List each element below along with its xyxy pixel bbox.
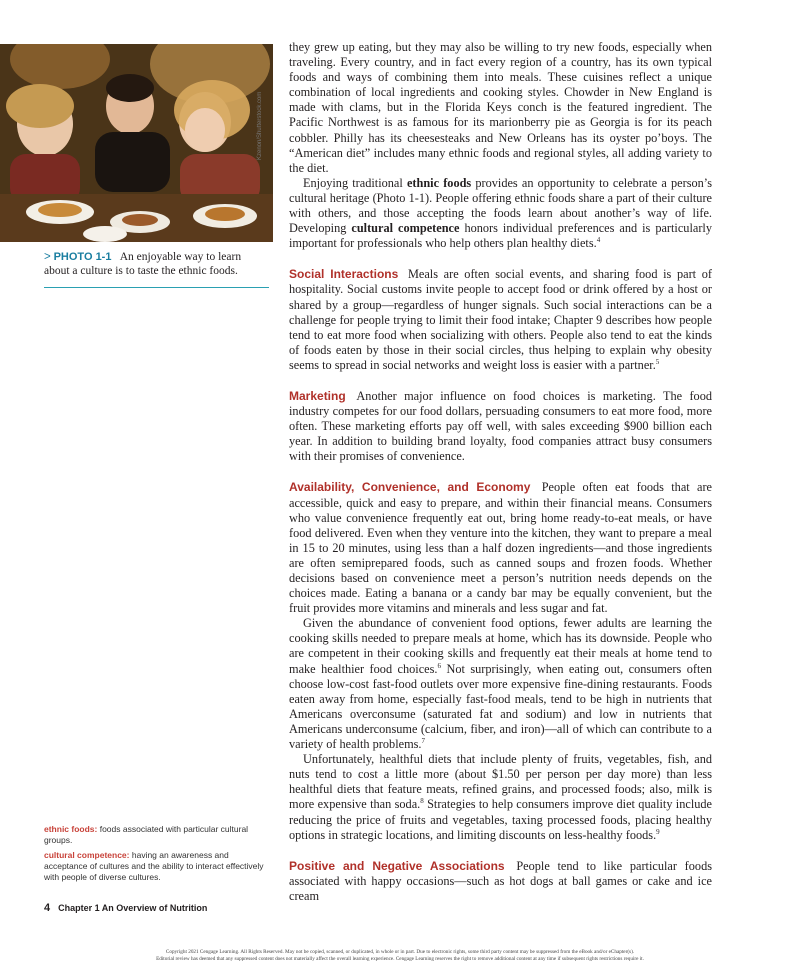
- reference-number: 8: [420, 797, 424, 806]
- paragraph: they grew up eating, but they may also be willing to try new foods, especially when traveling. Every country, and in fact every region of a country, has its own typical foods and ways of combining them into meals. These cuisines reflect a unique combination of local ingredients and cooking styles. Chowder in New England is made with clams, but in the Florida Keys conch is the featured ingredient. The Pacific Northwest is as famous for its marionberry pie as Georgia is for its peach cobbler. Philly has its cheesesteaks and New Orleans has its oyster po’boys. The “American diet” includes many ethnic foods and regional styles, all adding variety to the diet.: [289, 40, 712, 175]
- glossary-term: cultural competence:: [44, 850, 130, 860]
- photo-illustration: [0, 44, 273, 242]
- glossary-definition: foods associated with particular cultural groups.: [44, 824, 249, 845]
- section-heading: Marketing: [289, 388, 346, 403]
- glossary-term-ethnic-foods: ethnic foods: [406, 175, 472, 190]
- reference-number: 5: [655, 357, 660, 366]
- glossary-term-cultural-competence: cultural competence: [351, 221, 460, 236]
- glossary-term: ethnic foods:: [44, 824, 98, 834]
- paragraph: Enjoying traditional ethnic foods provides an opportunity to celebrate a person’s cultural heritage (Photo 1-1). People offering ethnic foods share a part of their culture with others, and those accepting the foods learn about another’s way of life. Developing cultural competence honors individual preferences and is particularly important for professionals who help others plan healthy diets.$^4$: [289, 175, 712, 251]
- reference-number: 4: [596, 236, 601, 245]
- glossary-entry: [44, 850, 269, 883]
- reference-number: 6: [437, 661, 441, 670]
- paragraph: Unfortunately, healthful diets that include plenty of fruits, vegetables, fish, and nuts tend to cost a little more (about $1.50 per person per day more) than less healthful diets that feature meats, refined grains, and processed foods; also, milk is more expensive than soda.$^8$ Strategies to help consumers improve diet quality include reducing the price of fruits and vegetables, taxing processed foods, placing healthy options in strategic locations, and limiting discounts on less-healthy foods.$^9$: [289, 752, 712, 842]
- chapter-label: Chapter 1 An Overview of Nutrition: [58, 903, 208, 913]
- caption-tag: PHOTO 1-1: [53, 251, 112, 263]
- page-footer: [44, 902, 207, 914]
- section-marketing: Marketing Another major influence on food choices is marketing. The food industry competes for our food dollars, persuading consumers to eat more food, more often. These marketing efforts pay off well, with sales exceeding $900 billion each year. In addition to building brand loyalty, food companies attract busy consumers with their promises of convenience.: [289, 388, 713, 464]
- reference-number: 9: [656, 827, 660, 836]
- photo-credit: Kzenon/Shutterstock.com: [257, 91, 263, 160]
- caption-marker-icon: >: [44, 251, 51, 263]
- caption-text: An enjoyable way to learn about a culture is to taste the ethnic foods.: [44, 251, 242, 277]
- section-availability: Availability, Convenience, and Economy People often eat foods that are accessible, quick and easy to prepare, and within their financial means. Consumers who value convenience frequently eat out, bring home ready-to-eat meals, or have food delivered. Even when they venture into the kitchen, they want to prepare a meal in 15 to 20 minutes, using less than a half dozen ingredients—and those ingredients are often semiprepared foods, such as canned soups and frozen foods. Whether decisions based on convenience meet a person’s nutrition needs depends on the choices made. Eating a banana or a candy bar may be equally convenient, but the fruit provides more vitamins and minerals and less sugar and fat.: [289, 480, 712, 616]
- ethnic-food-photo: [0, 44, 273, 242]
- glossary-entry: [44, 824, 269, 846]
- copyright-notice: [60, 949, 740, 963]
- section-heading: Social Interactions: [289, 267, 399, 282]
- reference-number: 7: [421, 736, 425, 745]
- section-social-interactions: Social Interactions Meals are often social events, and sharing food is part of hospitality. Social customs invite people to accept food or drink offered by a host or shared by a group—regardless of hunger signals. Such social interactions can be a challenge for people trying to limit their food intake; Chapter 9 describes how people tend to eat more food when socializing with others. People also tend to eat the kinds of foods eaten by those in their social circles, thus helping to explain why obesity seems to spread in social networks and weight loss is easier with a partner.$^5$: [289, 267, 712, 372]
- section-heading: Positive and Negative Associations: [289, 858, 505, 873]
- main-text-column: [289, 40, 712, 904]
- photo-caption: [44, 250, 269, 288]
- copyright-line: Editorial review has deemed that any suppressed content does not materially affect the overall learning experience. Cengage Learning reserves the right to remove additional content at any time if subsequent rights restrictions require it.: [156, 956, 644, 962]
- copyright-line: Copyright 2021 Cengage Learning. All Rights Reserved. May not be copied, scanned, or duplicated, in whole or in part. Due to electronic rights, some third party content may be suppressed from the eBook and/or eChapter(s).: [165, 949, 635, 955]
- section-associations: Positive and Negative Associations People tend to like particular foods associated with happy occasions—such as hot dogs at ball games or cake and ice cream: [289, 858, 713, 903]
- paragraph: Given the abundance of convenient food options, fewer adults are learning the cooking skills needed to prepare meals at home, which has its downside. People who are competent in their cooking skills and frequently eat their meals at home tend to make healthier food choices.$^6$ Not surprisingly, when eating out, consumers often choose low-cost fast-food outlets over more expensive fine-dining restaurants. Foods eaten away from home, especially fast-food meals, tend to be high in nutrients that Americans overconsume (saturated fat and sodium) and low in nutrients that Americans underconsume (calcium, fiber, and iron)—all of which can contribute to a variety of health problems.$^7$: [289, 616, 712, 752]
- page-number: 4: [44, 902, 51, 914]
- glossary-definition: having an awareness and acceptance of cultures and the ability to interact effectively with people of diverse cultures.: [44, 850, 264, 882]
- section-heading: Availability, Convenience, and Economy: [289, 480, 531, 495]
- glossary-sidebar: [44, 824, 269, 887]
